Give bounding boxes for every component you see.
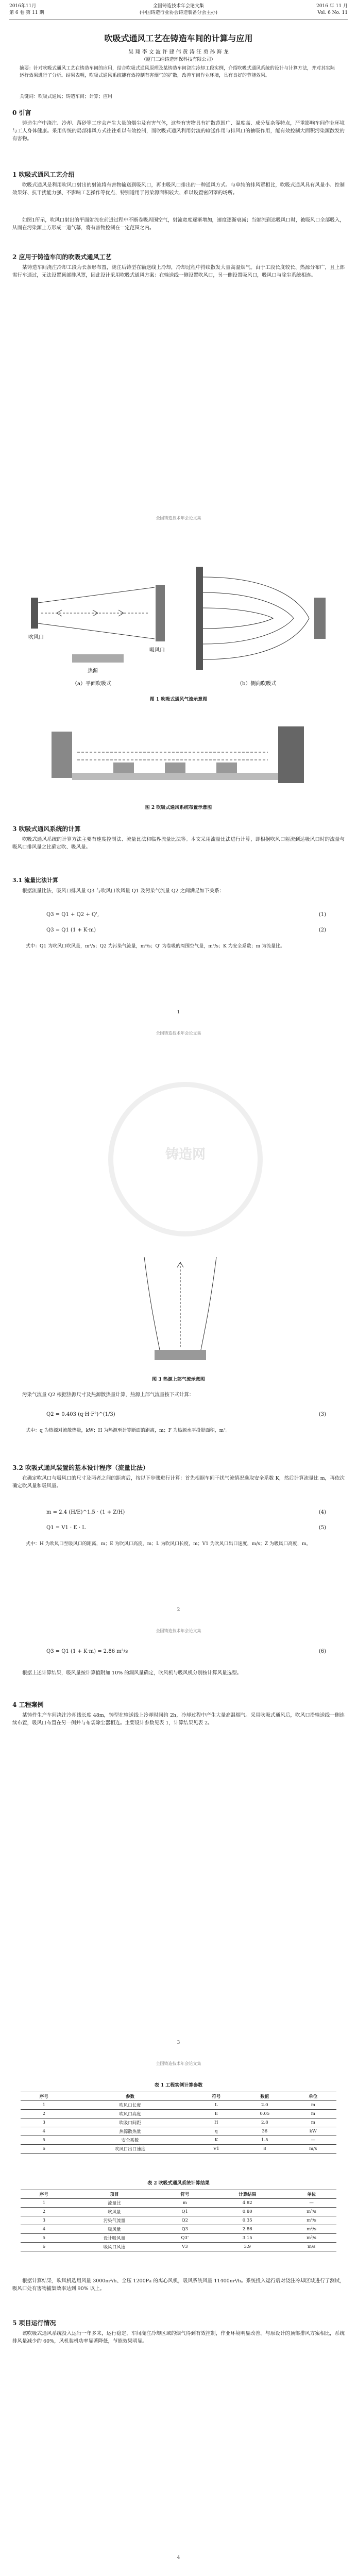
equation-body: Q3 = Q1 (1 + K·m) = 2.86 m³/s — [46, 1649, 128, 1654]
equation-number: (5) — [318, 1525, 326, 1531]
paragraph: 污染气流量 Q2 根据热源尺寸及热源散热量计算，热源上部气流量按下式计算： — [22, 1392, 194, 1398]
fig-label-blow: 吹风口 — [28, 635, 44, 640]
paragraph: 根据上述计算结果，吸风量按计算值附加 10% 的漏风量确定，吹风机与吸风机分别按计算风量选型。 — [22, 1670, 242, 1676]
mold-shape — [165, 762, 185, 773]
equation-body: Q1 = V1 · E · L — [46, 1525, 86, 1531]
table-header-cell: 符号 — [162, 2190, 209, 2199]
page-footer: 全国铸造技术年会论文集 — [156, 516, 201, 520]
table-header-cell: 参数 — [67, 2092, 193, 2101]
table-row — [21, 2110, 336, 2119]
figure-3-caption: 图 3 热源上部气流示意图 — [152, 1377, 205, 1382]
table-cell: V3 — [162, 2243, 209, 2251]
table-cell: L — [193, 2101, 240, 2110]
table-cell: m/s — [290, 2145, 337, 2154]
table-header-row — [21, 2190, 336, 2199]
table-row — [21, 2234, 336, 2243]
fig1a — [28, 585, 165, 687]
table-row — [21, 2127, 336, 2136]
equation-3 — [46, 1412, 326, 1417]
table-header-cell: 计算结果 — [208, 2190, 286, 2199]
table-header-cell: 数值 — [240, 2092, 290, 2101]
table-cell: m — [290, 2110, 337, 2119]
table-cell: Q3' — [162, 2234, 209, 2243]
table-cell: 1 — [21, 2199, 67, 2208]
table-cell: 1.5 — [240, 2136, 290, 2145]
table-cell: 4 — [21, 2127, 67, 2136]
figure-3 — [139, 1247, 222, 1370]
table-header-cell: 单位 — [286, 2190, 336, 2199]
table-body — [21, 2101, 336, 2154]
table-cell: m — [162, 2199, 209, 2208]
table-cell: m³/s — [286, 2225, 336, 2234]
paragraph: 在确定吹风口与吸风口的尺寸及两者之间的距离后，按以下步骤进行计算：首先根据车间干扰气流情况选取安全系数 K，然后计算流量比 m，再依次确定吹风量和吸风量。 — [12, 1476, 345, 1489]
table-header-cell: 序号 — [21, 2190, 67, 2199]
header-organizer: (中国铸造行业协会铸造装备分会主办) — [139, 10, 218, 15]
plume-boundary — [201, 1257, 216, 1350]
equation-legend: 式中：Q1 为吹风口吹风量，m³/s；Q2 为污染气流量，m³/s；Q' 为卷吸的周围空气量，m³/s；K 为安全系数；m 为流量比。 — [26, 944, 285, 949]
authors: 吴 翔 李 文 波 许 建 伟 黄 涛 汪 勇 孙 海 龙 — [128, 49, 229, 55]
table-cell: 6 — [21, 2243, 67, 2251]
heat-source-shape — [72, 654, 124, 663]
table-cell: V1 — [193, 2145, 240, 2154]
equation-1 — [46, 912, 326, 918]
table-cell: 吹风口出口速度 — [67, 2145, 193, 2154]
table-cell: m/s — [286, 2243, 336, 2251]
blow-wall-shape — [196, 567, 203, 670]
flow-line — [203, 608, 273, 629]
table-cell: 5 — [21, 2234, 67, 2243]
equation-number: (4) — [318, 1510, 326, 1515]
table-cell: 8 — [240, 2145, 290, 2154]
paragraph: 铸造生产中浇注、冷却、落砂等工序会产生大量的烟尘及有害气体，这些有害物具有扩散范围广、温度高、成分复杂等特点，严重影响车间作业环境与工人身体健康。采用传统的局部排风方式往往难以有效控制，而吹吸式通风利用射流的输送作用与排风口的抽吸作用，能有效控制大面积污染源散发的有害物。 — [12, 121, 345, 142]
table-header-row — [21, 2092, 336, 2101]
section-heading: 3 吹吸式通风系统的计算 — [12, 825, 81, 833]
figure-2-caption: 图 2 吹吸式通风系统布置示意图 — [145, 805, 212, 810]
equation-body: Q3 = Q1 (1 + K·m) — [46, 927, 96, 933]
subsection-heading: 3.1 流量比法计算 — [12, 877, 58, 884]
table-cell: 吸风量 — [67, 2225, 162, 2234]
table-body — [21, 2199, 336, 2251]
fig1a-label: （a）平面吹吸式 — [72, 681, 111, 687]
equation-number: (3) — [318, 1412, 326, 1417]
table-2-caption: 表 2 吹吸式通风系统计算结果 — [147, 2181, 210, 2186]
fig-label-heat: 热源 — [88, 668, 98, 674]
table-cell: — — [290, 2136, 337, 2145]
table-row — [21, 2119, 336, 2127]
table-cell: m³/s — [286, 2216, 336, 2225]
table-cell: 1 — [21, 2101, 67, 2110]
page-number: 2 — [177, 1607, 180, 1613]
figure-1-drawing — [21, 536, 336, 690]
section-heading: 2 应用于铸造车间的吹吸式通风工艺 — [12, 253, 112, 261]
flow-line — [203, 577, 309, 659]
equation-body: Q2 = 0.403 (q·H·F²)^(1/3) — [46, 1412, 115, 1417]
table-cell: 污染气流量 — [67, 2216, 162, 2225]
table-row — [21, 2136, 336, 2145]
table-cell: m³/s — [286, 2234, 336, 2243]
section-heading: 1 吹吸式通风工艺介绍 — [12, 171, 75, 178]
section-heading: 3.2 吹吸式通风装置的基本设计程序（流量比法） — [12, 1464, 149, 1471]
table-cell: 3.15 — [208, 2234, 286, 2243]
figure-1-caption: 图 1 吹吸式通风气流示意图 — [149, 697, 208, 702]
affiliation: （厦门三维铸造环保科技有限公司） — [141, 57, 216, 62]
figure-3-drawing — [139, 1247, 222, 1370]
suction-hood-shape — [156, 585, 165, 641]
paragraph: 某铸件生产车间浇注冷却线长度 48m，铸型在输送线上冷却时间约 2h，冷却过程中产生大量高温烟气。采用吹吸式通风后，吹风口沿输送线一侧连续布置，吸风口布置在另一侧并与布袋除尘器相连。主要设计参数见表 1，计算结果见表 2。 — [12, 1713, 345, 1726]
paragraph: 根据流量比法，吸风口排风量 Q3 与吹风口吹风量 Q1 及污染气流量 Q2 之间满足如下关系： — [22, 888, 225, 894]
blow-box-shape — [52, 732, 72, 778]
equation-legend: 式中：H 为吹风口至吸风口的距离，m；E 为吹风口高度，m；L 为吹风口长度，m；V1 为吹风口出口速度，m/s；Z 为吸风口高度，m。 — [26, 1541, 311, 1547]
table-cell: 3.9 — [208, 2243, 286, 2251]
keywords: 关键词：吹吸式通风；铸造车间；计算；应用 — [20, 94, 113, 99]
table-cell: E — [193, 2110, 240, 2119]
abstract: 摘要：针对吹吸式通风工艺在铸造车间的应用，结合吹吸式通风原理及某铸造车间浇注冷却工段实例，介绍吹吸式通风系统的设计与计算方法，并对其实际运行效果进行了分析。结果表明，吹吸式通风系统能有效控制有害烟气的扩散，改善车间作业环境，具有良好的节能效果。 — [20, 66, 335, 78]
table-cell: 0.05 — [240, 2110, 290, 2119]
section-heading: 5 项目运行情况 — [12, 2319, 56, 2327]
equation-number: (1) — [318, 912, 326, 918]
header-volume-en: Vol. 6 No. 11 — [317, 10, 348, 15]
table-cell: Q1 — [162, 2208, 209, 2216]
page-footer: 全国铸造技术年会论文集 — [156, 1031, 201, 1036]
table-cell: 4 — [21, 2225, 67, 2234]
table-header-cell: 项目 — [67, 2190, 162, 2199]
page-footer: 全国铸造技术年会论文集 — [156, 2061, 201, 2066]
header-volume: 第 6 卷 第 11 期 — [9, 10, 44, 15]
equation-6 — [46, 1649, 326, 1654]
table-cell: 6 — [21, 2145, 67, 2154]
table-cell: 2.86 — [208, 2225, 286, 2234]
table-cell: 2 — [21, 2110, 67, 2119]
table-cell: 吹风口长度 — [67, 2101, 193, 2110]
table-row — [21, 2101, 336, 2110]
running-header — [0, 0, 357, 23]
suction-hood-shape — [314, 598, 326, 639]
table-cell: 5 — [21, 2136, 67, 2145]
table-cell: m — [290, 2119, 337, 2127]
jet-boundary — [38, 587, 155, 603]
table-cell: — — [286, 2199, 336, 2208]
header-journal: 全国铸造技术年会论文集 — [152, 4, 204, 9]
flow-line — [203, 592, 294, 644]
paragraph: 根据计算结果，吹风机选用风量 3000m³/h、全压 1200Pa 的离心风机，吸风系统风量 11400m³/h。系统投入运行后对浇注冷却区域进行了测试，吸风口处有害物捕集效率达到 90% 以上。 — [12, 2278, 345, 2292]
table-1 — [21, 2092, 336, 2154]
section-heading: 0 引言 — [12, 109, 31, 116]
page-footer: 全国铸造技术年会论文集 — [156, 1629, 201, 1633]
mold-shape — [216, 762, 237, 773]
table-cell: K — [193, 2136, 240, 2145]
paragraph: 如图1所示，吹风口射出的平面射流在前进过程中不断卷吸周围空气，射流宽度逐渐增加，速度逐渐衰减；当射流到达吸风口时，被吸风口全部吸入，从而在污染源上方形成一道气幕，将有害物控制在一定范围之内。 — [12, 217, 345, 231]
table-cell: 4.82 — [208, 2199, 286, 2208]
table-cell: 2.8 — [240, 2119, 290, 2127]
watermark-seal — [108, 1082, 263, 1236]
page-number: 4 — [177, 2555, 180, 2561]
page-number: 1 — [177, 1010, 180, 1015]
table-header-cell: 序号 — [21, 2092, 67, 2101]
table-cell: 流量比 — [67, 2199, 162, 2208]
table-cell: m³/s — [286, 2208, 336, 2216]
table-header-cell: 符号 — [193, 2092, 240, 2101]
table-cell: 36 — [240, 2127, 290, 2136]
equation-legend: 式中：q 为热源对流散热量，kW；H 为热源至计算断面的距离，m；F 为热源水平投影面积，m²。 — [26, 1428, 230, 1433]
table-cell: H — [193, 2119, 240, 2127]
table-cell: 吹吸口间距 — [67, 2119, 193, 2127]
table-cell: 0.35 — [208, 2216, 286, 2225]
table-row — [21, 2199, 336, 2208]
header-date-en: 2016 年 11 月 — [316, 4, 348, 9]
section-heading: 4 工程案例 — [12, 1701, 44, 1708]
suction-box-shape — [278, 726, 304, 783]
heat-source-shape — [155, 1350, 206, 1360]
table-cell: 2.0 — [240, 2101, 290, 2110]
paragraph: 该吹吸式通风系统投入运行一年多来，运行稳定，车间浇注冷却区域的烟气得到有效控制，作业环境明显改善。与原设计的顶部排风方案相比，系统排风量减少约 60%，风机装机功率显著降低，节能效果明显。 — [12, 2331, 345, 2344]
conveyor-shape — [72, 773, 278, 780]
table-cell: m — [290, 2101, 337, 2110]
table-cell: q — [193, 2127, 240, 2136]
paper-title: 吹吸式通风工艺在铸造车间的计算与应用 — [104, 33, 253, 43]
table-cell: 安全系数 — [67, 2136, 193, 2145]
fig1b — [196, 567, 326, 687]
table-cell: 3 — [21, 2216, 67, 2225]
equation-5 — [46, 1525, 326, 1531]
mold-shape — [113, 762, 134, 773]
table-cell: Q3 — [162, 2225, 209, 2234]
table-cell: 2 — [21, 2208, 67, 2216]
paragraph: 吹吸式通风系统的计算方法主要有速度控制法、流量比法和临界流量比法等。本文采用流量比法进行计算，即根据吹风口射流到达吸风口时的流量与吸风口排风量之比确定吹、吸风量。 — [12, 837, 345, 850]
paragraph: 吹吸式通风是利用吹风口射出的射流将有害物输送到吸风口，再由吸风口排出的一种通风方式。与单纯的排风罩相比，吹吸式通风具有风量小、控制效果好、抗干扰能力强、不影响工艺操作等优点，特别适用于污染源面积较大、难以设置密闭罩的场所。 — [12, 182, 345, 196]
equation-body: m = 2.4 (H/E)^1.5 · (1 + Z/H) — [46, 1510, 125, 1515]
table-cell: 吹风量 — [67, 2208, 162, 2216]
table-cell: 3 — [21, 2119, 67, 2127]
table-row — [21, 2208, 336, 2216]
jet-boundary — [38, 623, 155, 639]
table-header-cell: 单位 — [290, 2092, 337, 2101]
table-2 — [21, 2190, 336, 2251]
header-date: 2016年11月 — [9, 4, 37, 9]
table-row — [21, 2145, 336, 2154]
table-cell: Q2 — [162, 2216, 209, 2225]
equation-body: Q3 = Q1 + Q2 + Q', — [46, 912, 99, 918]
equation-2 — [46, 927, 326, 933]
figure-1 — [21, 536, 336, 690]
table-row — [21, 2243, 336, 2251]
blow-outlet-shape — [31, 598, 38, 629]
table-row — [21, 2216, 336, 2225]
fig-label-suck: 吸风口 — [149, 648, 165, 653]
table-1-caption: 表 1 工程实例计算参数 — [154, 2083, 203, 2088]
table-cell: 吸风口风速 — [67, 2243, 162, 2251]
table-cell: kW — [290, 2127, 337, 2136]
table-cell: 吹风口高度 — [67, 2110, 193, 2119]
table-cell: 0.80 — [208, 2208, 286, 2216]
equation-number: (6) — [318, 1649, 326, 1654]
plume-boundary — [144, 1257, 160, 1350]
fig1b-label: （b）侧向吹吸式 — [237, 681, 277, 687]
paragraph: 某铸造车间浇注冷却工段为长条形布置，浇注后铸型在输送线上冷却，冷却过程中持续散发大量高温烟气。由于工段长度较长、热源分布广，且上部需行车通过，无法设置顶部排风罩，因此设计采用吹吸式通风方案：在输送线一侧设置吹风口，另一侧设置吸风口，吸风口与除尘系统相连。 — [12, 265, 345, 278]
page-number: 3 — [177, 2040, 180, 2045]
table-row — [21, 2225, 336, 2234]
table-cell: 热源散热量 — [67, 2127, 193, 2136]
equation-4 — [46, 1510, 326, 1515]
watermark-text: 铸造网 — [165, 1147, 206, 1162]
figure-2-drawing — [41, 711, 316, 799]
equation-number: (2) — [318, 927, 326, 933]
figure-2 — [41, 711, 316, 799]
table-cell: 设计吸风量 — [67, 2234, 162, 2243]
